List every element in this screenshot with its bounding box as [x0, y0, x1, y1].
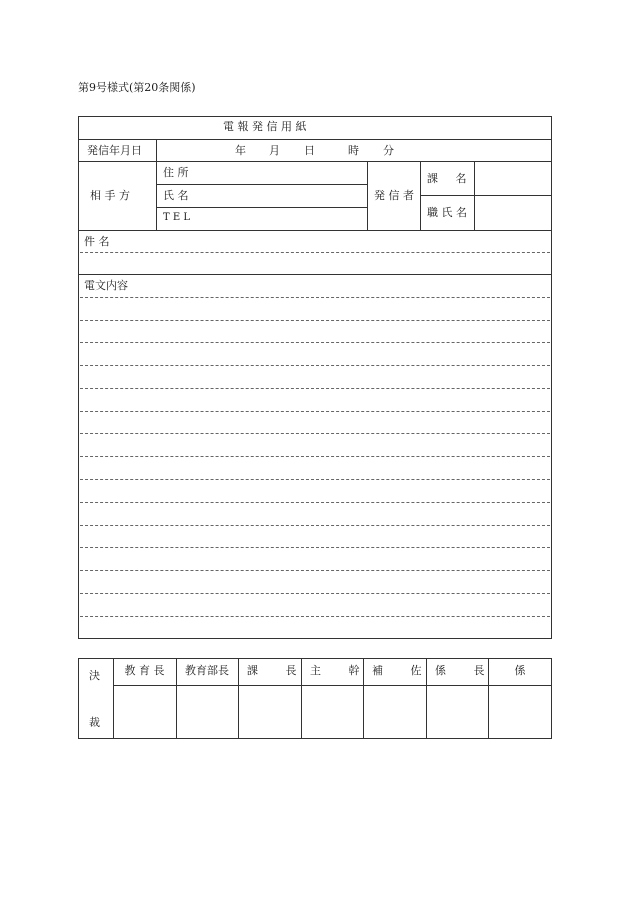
divider — [156, 207, 367, 208]
approval-col-superintendent: 教 育 長 — [124, 664, 165, 677]
unit-hour: 時 — [348, 144, 359, 157]
body-line — [80, 297, 550, 298]
body-line — [80, 411, 550, 412]
body-line — [80, 433, 550, 434]
sender-label: 発 信 者 — [374, 189, 414, 202]
divider — [78, 274, 552, 275]
body-line — [80, 388, 550, 389]
recipient-label: 相 手 方 — [90, 189, 130, 202]
approval-col-chief-officer: 主 幹 — [310, 664, 360, 677]
unit-day: 日 — [304, 144, 315, 157]
approval-col-section-chief: 課 長 — [247, 664, 297, 677]
form-title: 電 報 発 信 用 紙 — [223, 120, 307, 133]
body-line — [80, 570, 550, 571]
divider — [78, 139, 552, 140]
approval-col-education-director: 教育部長 — [185, 664, 229, 677]
approval-side-label-bottom: 裁 — [89, 716, 100, 729]
recipient-name-label: 氏 名 — [163, 189, 189, 202]
divider — [363, 658, 364, 739]
approval-side-label-top: 決 — [89, 669, 100, 682]
divider — [78, 230, 552, 231]
unit-minute: 分 — [383, 144, 394, 157]
sender-section-label: 課 名 — [427, 172, 467, 185]
divider — [238, 658, 239, 739]
divider — [156, 184, 367, 185]
sender-title-name-label: 職 氏 名 — [427, 206, 467, 219]
subject-label: 件 名 — [84, 235, 110, 248]
form-label: 第9号様式(第20条関係) — [78, 81, 196, 94]
body-line — [80, 320, 550, 321]
divider — [113, 685, 552, 686]
recipient-tel-label: T E L — [163, 212, 190, 223]
subject-line — [80, 252, 550, 253]
divider — [78, 161, 552, 162]
recipient-address-label: 住 所 — [163, 166, 189, 179]
approval-col-unit-chief: 係 長 — [435, 664, 485, 677]
divider — [426, 658, 427, 739]
divider — [367, 161, 368, 230]
unit-month: 月 — [269, 144, 280, 157]
approval-col-staff: 係 — [514, 664, 526, 677]
unit-year: 年 — [235, 144, 246, 157]
body-line — [80, 525, 550, 526]
date-row-label: 発信年月日 — [87, 144, 142, 157]
body-line — [80, 365, 550, 366]
body-label: 電文内容 — [84, 279, 128, 292]
approval-col-assistant: 補 佐 — [372, 664, 422, 677]
body-line — [80, 547, 550, 548]
body-line — [80, 502, 550, 503]
body-line — [80, 593, 550, 594]
body-line — [80, 342, 550, 343]
divider — [420, 195, 552, 196]
body-line — [80, 456, 550, 457]
body-line — [80, 479, 550, 480]
body-line — [80, 616, 550, 617]
divider — [301, 658, 302, 739]
